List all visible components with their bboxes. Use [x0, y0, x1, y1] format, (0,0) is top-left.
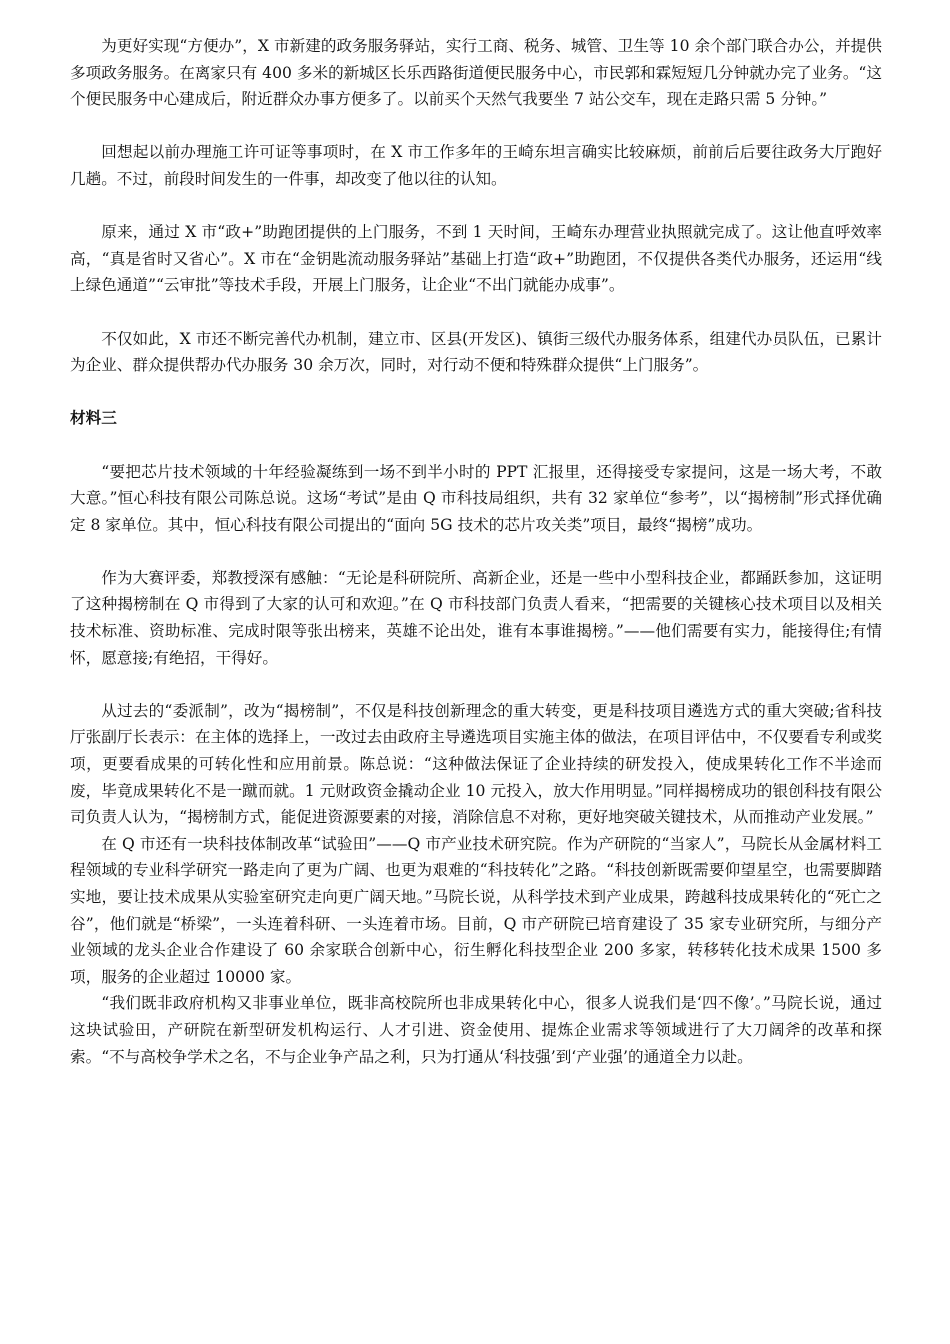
paragraph-judge-comment: 作为大赛评委，郑教授深有感触：“无论是科研院所、高新企业，还是一些中小型科技企业，都踊跃参加，这证明了这种揭榜制在 Q 市得到了大家的认可和欢迎。”在 Q 市科技部门负责人看来，“把需要的关键核心技术项目以及相关技术标准、资助标准、完成时限等张出榜来，英雄不论出处，谁有本事谁揭榜。”——他们需要有实力，能接得住;有情怀，愿意接;有绝招，干得好。 [70, 568, 882, 667]
paragraph-system-change: 从过去的“委派制”，改为“揭榜制”，不仅是科技创新理念的重大转变，更是科技项目遴选方式的重大突破;省科技厅张副厅长表示：在主体的选择上，一改过去由政府主导遴选项目实施主体的做法，在项目评估中，不仅要看专利或奖项，更要看成果的可转化性和应用前景。陈总说：“这种做法保证了企业持续的研发投入，使成果转化工作不半途而废，毕竟成果转化不是一蹴而就。1 元财政资金撬动企业 10 元投入，放大作用明显。”同样揭榜成功的银创科技有限公司负责人认为，“揭榜制方式，能促进资源要素的对接，消除信息不对称，更好地突破关键技术，从而推动产业发展。” [70, 701, 882, 827]
section-heading-material-three: 材料三 [70, 409, 117, 428]
paragraph-four-unlike: “我们既非政府机构又非事业单位，既非高校院所也非成果转化中心，很多人说我们是‘四不像’。”马院长说，通过这块试验田，产研院在新型研发机构运行、人才引进、资金使用、提炼企业需求等领域进行了大刀阔斧的改革和探索。“不与高校争学术之名，不与企业争产品之利，只为打通从‘科技强’到‘产业强’的通道全力以赴。 [70, 994, 882, 1066]
paragraph-one-stop-service: 为更好实现“方便办”，X 市新建的政务服务驿站，实行工商、税务、城管、卫生等 10 余个部门联合办公，并提供多项政务服务。在离家只有 400 多米的新城区长乐西路街道便民服务中心，市民郭和霖短短几分钟就办完了业务。“这个便民服务中心建成后，附近群众办事方便多了。以前买个天然气我要坐 7 站公交车，现在走路只需 5 分钟。” [70, 37, 882, 109]
paragraph-construction-permit: 回想起以前办理施工许可证等事项时，在 X 市工作多年的王崎东坦言确实比较麻烦，前前后后要往政务大厅跑好几趟。不过，前段时间发生的一件事，却改变了他以往的认知。 [70, 143, 882, 188]
paragraph-research-institute: 在 Q 市还有一块科技体制改革“试验田”——Q 市产业技术研究院。作为产研院的“当家人”，马院长从金属材料工程领域的专业科学研究一路走向了更为广阔、也更为艰难的“科技转化”之路。“科技创新既需要仰望星空，也需要脚踏实地，要让技术成果从实验室研究走向更广阔天地。”马院长说，从科学技术到产业成果，跨越科技成果转化的“死亡之谷”，他们就是“桥梁”，一头连着科研、一头连着市场。目前，Q 市产研院已培育建设了 35 家专业研究所，与细分产业领域的龙头企业合作建设了 60 余家联合创新中心，衍生孵化科技型企业 200 多家，转移转化技术成果 1500 多项，服务的企业超过 10000 家。 [70, 834, 882, 986]
paragraph-zheng-plus-team: 原来，通过 X 市“政+”助跑团提供的上门服务，不到 1 天时间，王崎东办理营业执照就完成了。这让他直呼效率高，“真是省时又省心”。X 市在“金钥匙流动服务驿站”基础上打造“政+”助跑团，不仅提供各类代办服务，还运用“线上绿色通道”“云审批”等技术手段，开展上门服务，让企业“不出门就能办成事”。 [70, 223, 882, 295]
paragraph-agency-mechanism: 不仅如此，X 市还不断完善代办机制，建立市、区县(开发区)、镇街三级代办服务体系，组建代办员队伍，已累计为企业、群众提供帮办代办服务 30 余万次，同时，对行动不便和特殊群众提供“上门服务”。 [70, 329, 882, 375]
document-page [70, 33, 882, 1070]
paragraph-chip-report: “要把芯片技术领域的十年经验凝练到一场不到半小时的 PPT 汇报里，还得接受专家提问，这是一场大考，不敢大意。”恒心科技有限公司陈总说。这场“考试”是由 Q 市科技局组织，共有 32 家单位“参考”，以“揭榜制”形式择优确定 8 家单位。其中，恒心科技有限公司提出的“面向 5G 技术的芯片攻关类”项目，最终“揭榜”成功。 [70, 462, 882, 534]
